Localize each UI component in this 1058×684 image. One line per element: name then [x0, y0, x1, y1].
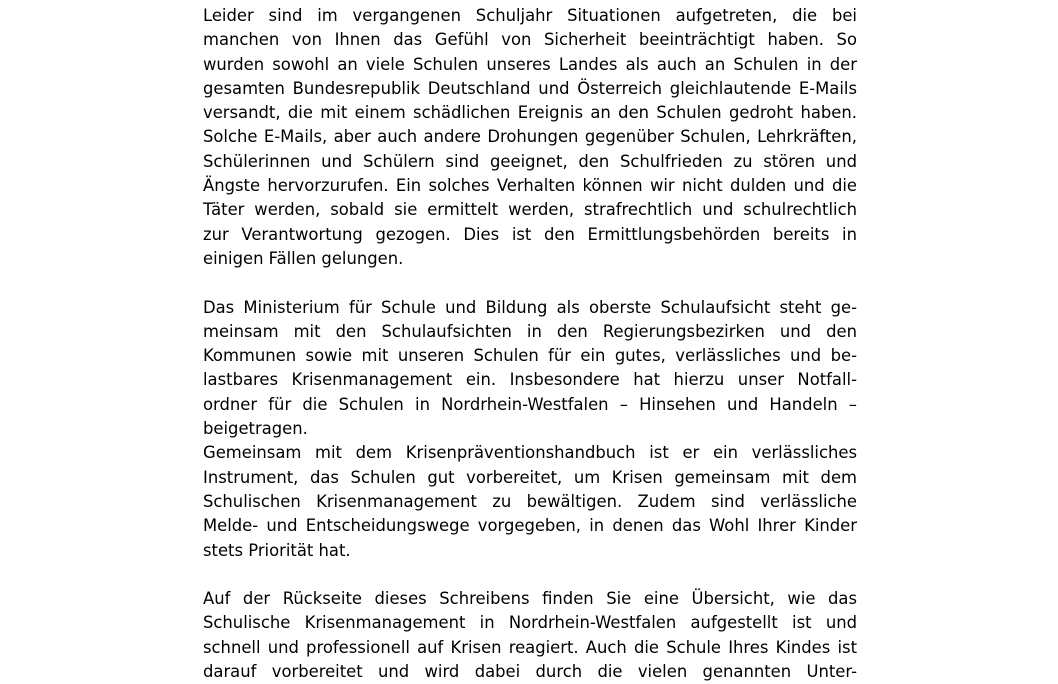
text-line: gesamten Bundesrepublik Deutschland und Österreich gleichlautende E-Mails [203, 78, 857, 98]
paragraph-incidents [203, 4, 857, 271]
text-line: einigen Fällen gelungen. [203, 248, 404, 268]
text-line: Solche E-Mails, aber auch andere Drohungen gegenüber Schulen, Lehrkräften, [203, 127, 857, 147]
paragraph-overview [203, 587, 857, 684]
text-line: schnell und professionell auf Krisen reagiert. Auch die Schule Ihres Kindes ist [203, 637, 857, 657]
paragraph-ministry [203, 296, 857, 442]
text-line: beigetragen. [203, 419, 308, 439]
text-line: Melde- und Entscheidungswege vorgegeben, in denen das Wohl Ihrer Kinder [203, 516, 857, 536]
text-line: Schulischen Krisenmanagement zu bewältigen. Zudem sind verlässliche [203, 491, 857, 511]
text-line: Schülerinnen und Schülern sind geeignet, den Schulfrieden zu stören und [203, 151, 857, 171]
text-line: Leider sind im vergangenen Schuljahr Situationen aufgetreten, die bei [203, 6, 857, 25]
text-line: Auf der Rückseite dieses Schreibens finden Sie eine Übersicht, wie das [203, 589, 857, 609]
text-line: stets Priorität hat. [203, 540, 351, 560]
text-line: Instrument, das Schulen gut vorbereitet, um Krisen gemeinsam mit dem [203, 467, 857, 487]
text-line: Täter werden, sobald sie ermittelt werden, strafrechtlich und schulrechtlich [203, 200, 857, 220]
text-line: lastbares Krisenmanagement ein. Insbesondere hat hierzu unser Notfall- [203, 370, 857, 390]
text-line: Ängste hervorzurufen. Ein solches Verhalten können wir nicht dulden und die [203, 176, 857, 196]
text-line: ordner für die Schulen in Nordrhein-Westfalen – Hinsehen und Handeln – [203, 394, 857, 414]
text-line: versandt, die mit einem schädlichen Ereignis an den Schulen gedroht haben. [203, 103, 857, 123]
text-line: darauf vorbereitet und wird dabei durch die vielen genannten Unter- [203, 662, 857, 682]
text-line: meinsam mit den Schulaufsichten in den Regierungsbezirken und den [203, 321, 857, 341]
text-line: manchen von Ihnen das Gefühl von Sicherheit beeinträchtigt haben. So [203, 30, 857, 50]
text-line: wurden sowohl an viele Schulen unseres Landes als auch an Schulen in der [203, 54, 857, 74]
text-line: Das Ministerium für Schule und Bildung als oberste Schulaufsicht steht ge- [203, 297, 857, 317]
text-line: Schulische Krisenmanagement in Nordrhein-Westfalen aufgestellt ist und [203, 613, 857, 633]
text-line: zur Verantwortung gezogen. Dies ist den Ermittlungsbehörden bereits in [203, 224, 857, 244]
letter-body [203, 4, 857, 684]
text-line: Kommunen sowie mit unseren Schulen für ein gutes, verlässliches und be- [203, 346, 857, 366]
paragraph-handbook [203, 441, 857, 562]
text-line: Gemeinsam mit dem Krisenpräventionshandbuch ist er ein verlässliches [203, 443, 857, 463]
